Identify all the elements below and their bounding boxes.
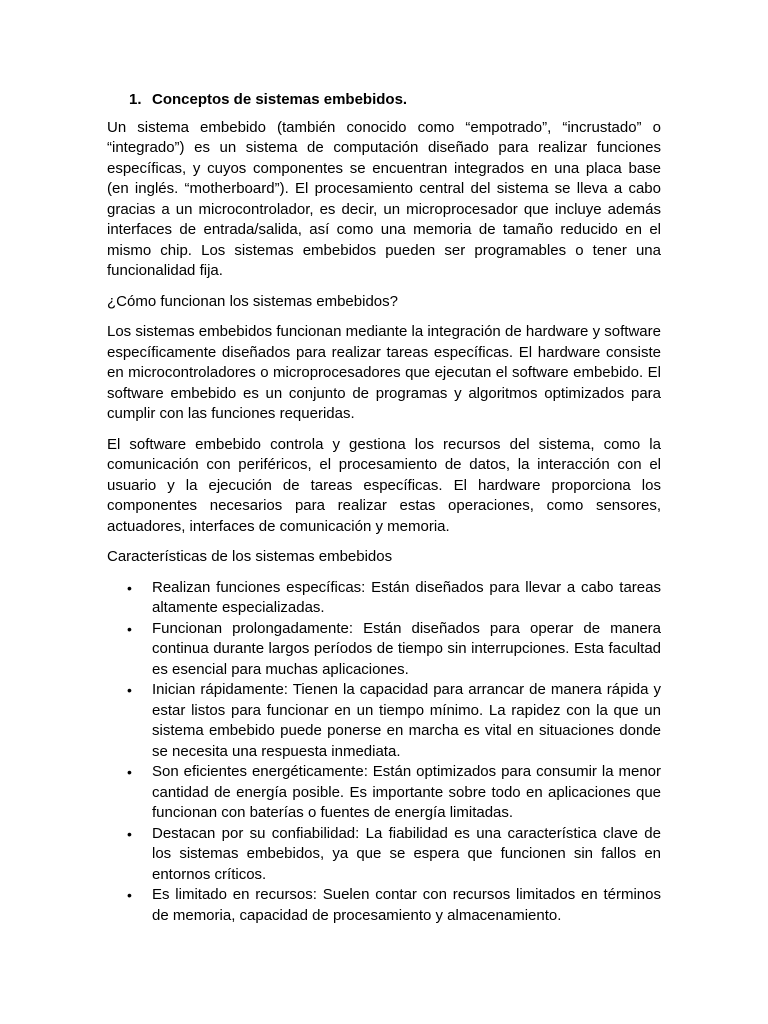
list-item	[107, 680, 661, 762]
characteristics-heading: Características de los sistemas embebidos	[107, 548, 393, 565]
bullet-icon: •	[127, 682, 132, 698]
list-item-text: Es limitado en recursos: Suelen contar con recursos limitados en términos de memoria, capacidad de procesamiento y almacenamiento.	[152, 886, 661, 924]
list-item	[107, 824, 661, 886]
bullet-icon: •	[127, 764, 132, 780]
list-item-text: Funcionan prolongadamente: Están diseñados para operar de manera continua durante largos períodos de tiempo sin interrupciones. Esta facultad es esencial para muchas aplicaciones.	[152, 619, 661, 678]
section-heading	[129, 90, 661, 111]
question-heading: ¿Cómo funcionan los sistemas embebidos?	[107, 292, 398, 310]
list-item-text: Realizan funciones específicas: Están diseñados para llevar a cabo tareas altamente especializadas.	[152, 578, 661, 616]
bullet-icon: •	[127, 579, 132, 596]
document-page	[107, 90, 661, 926]
list-item-text: Inician rápidamente: Tienen la capacidad para arrancar de manera rápida y estar listos para funcionar en un tiempo mínimo. La rapidez con la que un sistema embebido puede ponerse en marcha es vital en situaciones donde se necesita una respuesta inmediata.	[152, 681, 661, 760]
bullet-icon: •	[127, 620, 132, 637]
section-number: 1.	[129, 91, 142, 108]
list-item	[107, 619, 661, 681]
list-item	[107, 762, 661, 824]
software-paragraph: El software embebido controla y gestiona los recursos del sistema, como la comunicación con periféricos, el procesamiento de datos, la interacción con el usuario y la ejecución de tareas específicas. El hardware proporciona los componentes necesarios para realizar estas operaciones, como sensores, actuadores, interfaces de comunicación y memoria.	[107, 435, 661, 535]
intro-paragraph: Un sistema embebido (también conocido como “empotrado”, “incrustado” o “integrado”) es un sistema de computación diseñado para realizar funciones específicas, y cuyos componentes se encuentran integrados en una placa base (en inglés. “motherboard”). El procesamiento central del sistema se lleva a cabo gracias a un microcontrolador, es decir, un microprocesador que incluye además interfaces de entrada/salida, así como una memoria de tamaño reducido en el mismo chip. Los sistemas embebidos pueden ser programables o tener una funcionalidad fija.	[107, 118, 661, 279]
list-item-text: Son eficientes energéticamente: Están optimizados para consumir la menor cantidad de energía posible. Es importante sobre todo en aplicaciones que funcionan con baterías o fuentes de energía limitadas.	[152, 763, 661, 821]
bullet-icon: •	[127, 887, 132, 903]
characteristics-list	[107, 578, 661, 927]
list-item	[107, 578, 661, 619]
section-title: Conceptos de sistemas embebidos.	[152, 91, 408, 108]
bullet-icon: •	[127, 825, 132, 842]
list-item-text: Destacan por su confiabilidad: La fiabilidad es una característica clave de los sistemas embebidos, ya que se espera que funcionen sin fallos en entornos críticos.	[152, 824, 661, 883]
list-item	[107, 885, 661, 926]
how-works-paragraph: Los sistemas embebidos funcionan mediante la integración de hardware y software específicamente diseñados para realizar tareas específicas. El hardware consiste en microcontroladores o microprocesadores que ejecutan el software embebido. El software embebido es un conjunto de programas y algoritmos optimizados para cumplir con las funciones requeridas.	[107, 323, 661, 422]
